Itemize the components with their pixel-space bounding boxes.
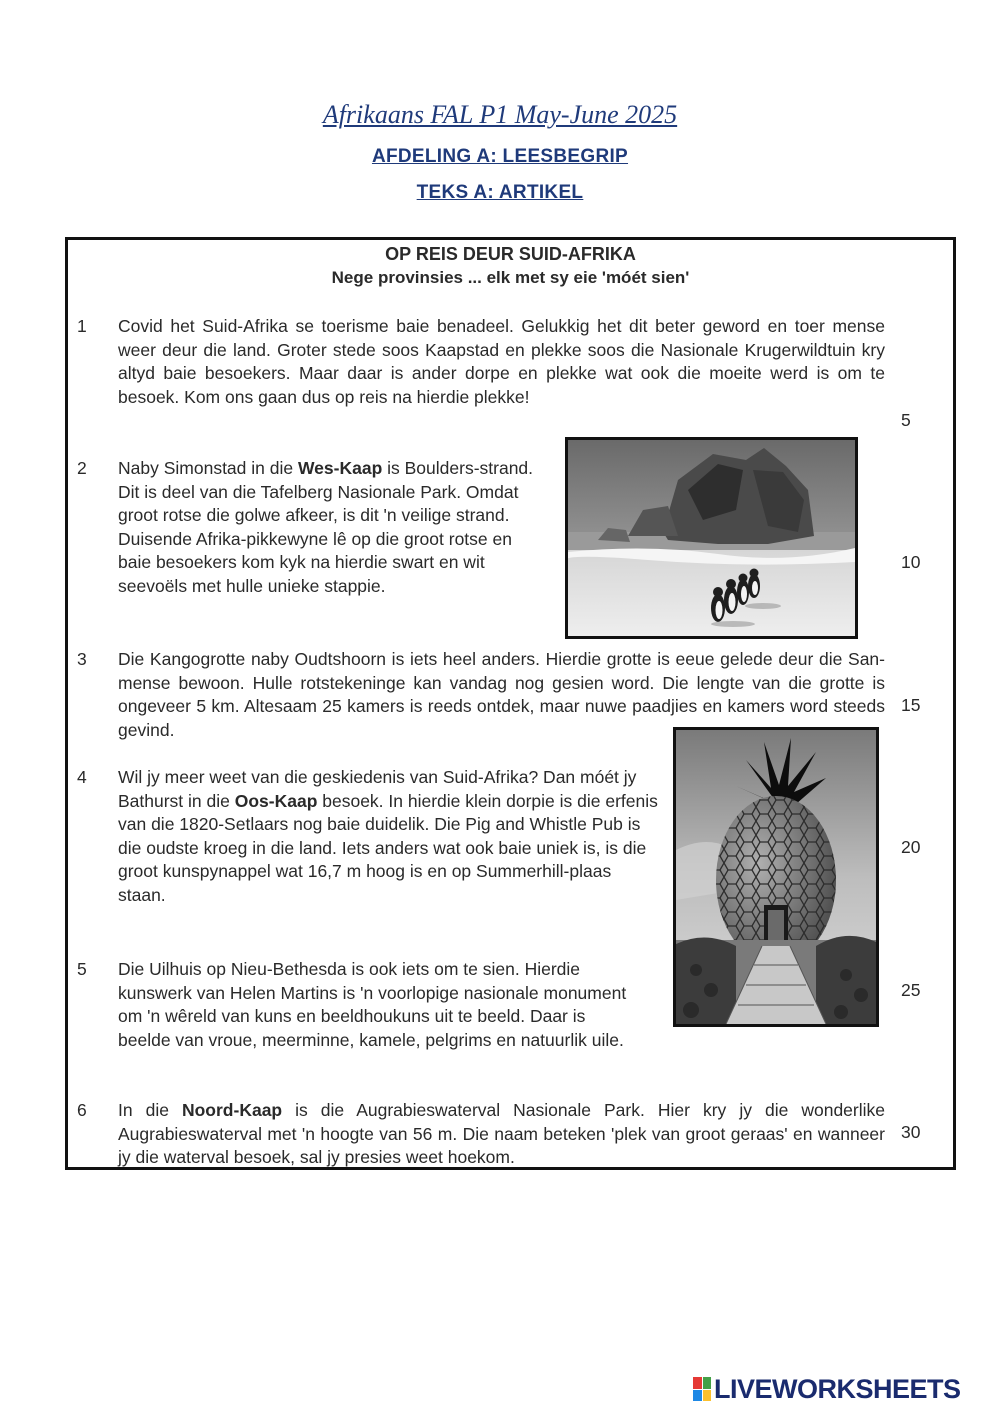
logo-text: LIVEWORKSHEETS: [714, 1373, 961, 1404]
paragraph-number: 3: [77, 649, 87, 669]
paragraph-3: Die Kangogrotte naby Oudtshoorn is iets heel anders. Hierdie grotte is eeue gelede deur die San-mense bewoon. Hulle rotstekeninge kan vandag nog gesien word. Die lengte van die grotte is ongeveer 5 km. Altesaam 25 kamers is reeds ontdek, maar nuwe paadjies en kamers word steeds gevind.: [118, 649, 885, 740]
boulders-penguin-photo: [565, 437, 858, 639]
article-box: [65, 237, 956, 1170]
logo-square: [703, 1390, 712, 1402]
logo-square: [703, 1377, 712, 1389]
logo-grid-icon: [693, 1377, 711, 1401]
province-name: Oos-Kaap: [234, 790, 318, 811]
text-heading: TEKS A: ARTIKEL: [416, 182, 584, 203]
article-subtitle: Nege provinsies ... elk met sy eie 'móét sien': [331, 268, 690, 287]
province-name: Wes-Kaap: [297, 458, 383, 478]
logo-square: [693, 1390, 702, 1402]
line-number: 30: [901, 1122, 921, 1142]
paragraph-number: 5: [77, 959, 87, 979]
paragraph-2: Naby Simonstad in die Wes-Kaap is Boulders-strand. Dit is deel van die Tafelberg Nasionale Park. Omdat groot rotse die golwe afkeer, is dit 'n veilige strand. Duisende Afrika-pikkewyne lê op die groot rotse en baie besoekers kom kyk na hierdie swart en wit seevoëls met hulle unieke stappie.: [118, 458, 534, 596]
paragraph-4: Wil jy meer weet van die geskiedenis van Suid-Afrika? Dan móét jy Bathurst in die Oos-Kaap besoek. In hierdie klein dorpie is die erfenis van die 1820-Setlaars nog baie duidelik. Die Pig and Whistle Pub is die oudste kroeg in die land. Iets anders wat ook baie uniek is, is die groot kunspynappel wat 16,7 m hoog is en op Summerhill-plaas staan.: [118, 767, 658, 905]
section-heading: AFDELING A: LEESBEGRIP: [371, 146, 629, 167]
photo-spacer: [628, 958, 878, 1028]
logo-square: [693, 1377, 702, 1389]
document-title: Afrikaans FAL P1 May-June 2025: [322, 100, 678, 129]
province-name: Noord-Kaap: [181, 1100, 283, 1120]
line-number: 10: [901, 552, 921, 572]
liveworksheets-logo: [693, 1374, 961, 1404]
paragraph-number: 2: [77, 458, 87, 478]
line-number: 20: [901, 837, 921, 857]
paragraph-1: Covid het Suid-Afrika se toerisme baie benadeel. Gelukkig het dit beter geword en toer mense weer deur die land. Groter stede soos Kaapstad en plekke soos die Nasionale Krugerwildtuin kry altyd baie besoekers. Maar daar is ander dorpe en plekke wat ook die moeite werd is om te besoek. Kom ons gaan dus op reis na hierdie plekke!: [118, 316, 885, 407]
paragraph-number: 4: [77, 767, 87, 787]
line-number: 25: [901, 980, 921, 1000]
paragraph-number: 1: [77, 316, 87, 336]
article-title: OP REIS DEUR SUID-AFRIKA: [385, 244, 636, 264]
line-number: 15: [901, 695, 921, 715]
paragraph-6: In die Noord-Kaap is die Augrabieswaterval Nasionale Park. Hier kry jy die wonderlike Augrabieswaterval met 'n hoogte van 56 m. Die naam beteken 'plek van groot geraas' en wanneer jy die waterval besoek, sal jy presies weet hoekom.: [118, 1100, 885, 1167]
paragraph-number: 6: [77, 1100, 87, 1120]
paragraph-5: Die Uilhuis op Nieu-Bethesda is ook iets om te sien. Hierdie kunswerk van Helen Martins is 'n voorlopige nasionale monument om 'n wêreld van kuns en beeldhoukuns uit te beeld. Daar is beelde van vroue, meerminne, kamele, pelgrims en natuurlik uile.: [118, 958, 878, 1052]
line-number: 5: [901, 410, 911, 430]
